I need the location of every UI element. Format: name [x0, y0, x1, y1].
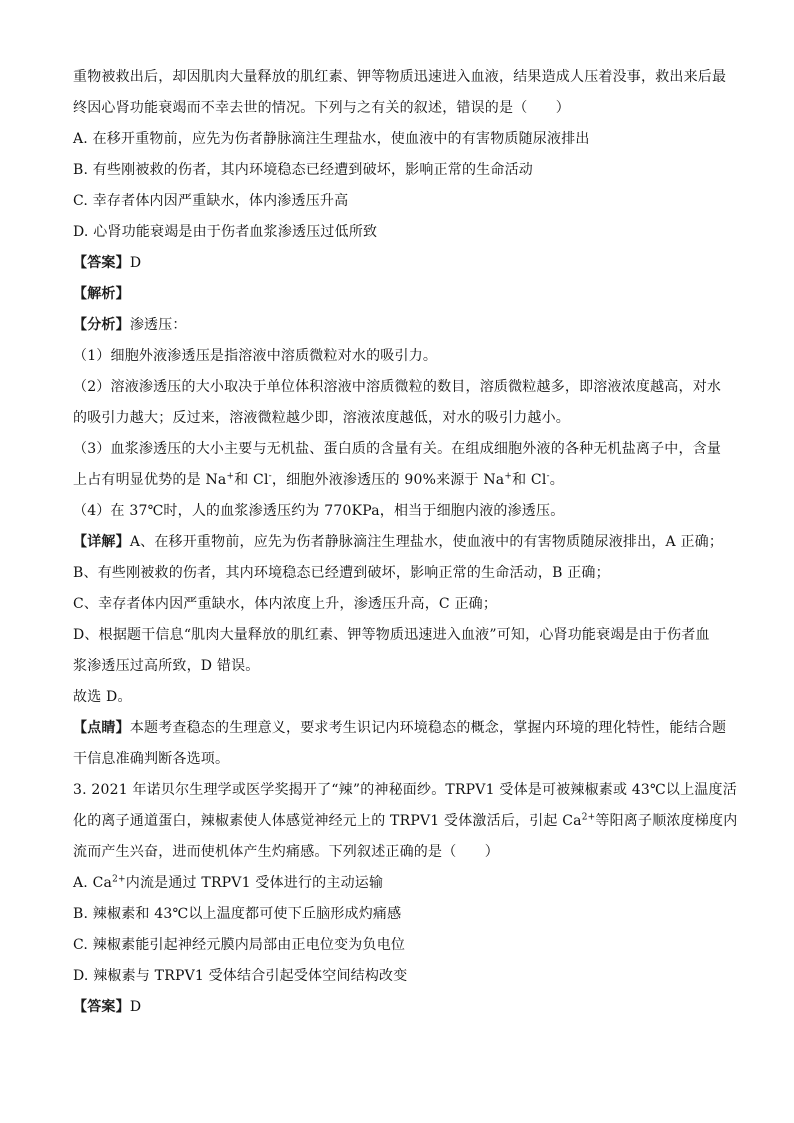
text-run: ，细胞外液渗透压的 90%来源于 Na [271, 472, 505, 488]
q3-option-d: D. 辣椒素与 TRPV1 受体结合引起受体空间结构改变 [73, 968, 408, 984]
answer-value: D [129, 999, 142, 1015]
q2-stem-line: 重物被救出后，却因肌肉大量释放的肌红素、钾等物质迅速进入血液，结果造成人压着没事，救出来后最 [73, 69, 727, 85]
text-run: 本题考查稳态的生理意义，要求考生识记内环境稳态的概念，掌握内环境的理化特性，能结合题 [129, 720, 727, 736]
analysis-tag: 【解析】 [73, 286, 130, 302]
q3-option-a [73, 868, 721, 899]
q2-option-a: A. 在移开重物前，应先为伤者静脉滴注生理盐水，使血液中的有害物质随尿液排出 [73, 131, 590, 147]
superscript: 2+ [112, 874, 126, 885]
q2-fenxi [73, 310, 721, 341]
xiangjie-d: D、根据题干信息“肌肉大量释放的肌红素、钾等物质迅速进入血液”可知，心肾功能衰竭是由于伤者血 [73, 627, 710, 643]
q3-stem-line: 3. 2021 年诺贝尔生理学或医学奖揭开了“辣”的神秘面纱。TRPV1 受体是可被辣椒素或 43℃以上温度活 [73, 782, 737, 798]
superscript: - [546, 471, 550, 482]
q2-option-b: B. 有些刚被救的伤者，其内环境稳态已经遭到破坏，影响正常的生命活动 [73, 162, 533, 178]
fenxi-point-2: （2）溶液渗透压的大小取决于单位体积溶液中溶质微粒的数目，溶质微粒越多，即溶液浓度越高，对水 [73, 379, 722, 395]
answer-tag: 【答案】 [73, 999, 130, 1015]
text-run: 和 Cl [512, 472, 547, 488]
fenxi-point-1: （1）细胞外液渗透压是指溶液中溶质微粒对水的吸引力。 [73, 348, 438, 364]
q2-stem-line: 终因心肾功能衰竭而不幸去世的情况。下列与之有关的叙述，错误的是（ ） [73, 100, 570, 116]
document-page [73, 62, 738, 1023]
fenxi-point-3: （3）血浆渗透压的大小主要与无机盐、蛋白质的含量有关。在组成细胞外液的各种无机盐离子中，含量 [73, 441, 722, 457]
answer-value: D [129, 255, 142, 271]
q2-option-c: C. 幸存者体内因严重缺水，体内渗透压升高 [73, 193, 349, 209]
text-run: 等阳离子顺浓度梯度内 [595, 813, 738, 829]
q2-analysis-heading [73, 279, 721, 310]
q2-option-d: D. 心肾功能衰竭是由于伤者血浆渗透压过低所致 [73, 224, 378, 240]
q3-answer [73, 992, 721, 1023]
text-run: 内流是通过 TRPV1 受体进行的主动运输 [125, 875, 384, 891]
q3-stem-line: 流而产生兴奋，进而使机体产生灼痛感。下列叙述正确的是（ ） [73, 844, 499, 860]
text-run: 上占有明显优势的是 Na [73, 472, 227, 488]
xiangjie-b: B、有些刚被救的伤者，其内环境稳态已经遭到破坏，影响正常的生命活动，B 正确； [73, 565, 610, 581]
fenxi-point-4: （4）在 37℃时，人的血浆渗透压约为 770KPa，相当于细胞内液的渗透压。 [73, 503, 565, 519]
fenxi-tag: 【分析】 [73, 317, 130, 333]
dianjing-tag: 【点睛】 [73, 720, 130, 736]
text-run: A、在移开重物前，应先为伤者静脉滴注生理盐水，使血液中的有害物质随尿液排出，A 正确； [129, 534, 724, 550]
xiangjie-tag: 【详解】 [73, 534, 130, 550]
xiangjie-c: C、幸存者体内因严重缺水，体内浓度上升，渗透压升高，C 正确； [73, 596, 498, 612]
fenxi-point-3-cont [73, 465, 721, 496]
superscript: + [226, 471, 235, 482]
answer-tag: 【答案】 [73, 255, 130, 271]
xiangjie-a [73, 527, 724, 558]
superscript: + [504, 471, 513, 482]
fenxi-point-2-cont: 的吸引力越大；反过来，溶液微粒越少即，溶液浓度越低，对水的吸引力越小。 [73, 410, 570, 426]
superscript: 2+ [581, 812, 596, 823]
q3-stem-line [73, 806, 738, 837]
q2-answer [73, 248, 721, 279]
q3-option-b: B. 辣椒素和 43℃以上温度都可使下丘脑形成灼痛感 [73, 906, 402, 922]
dianjing-cont: 干信息准确判断各选项。 [73, 751, 230, 767]
text-run: 化的离子通道蛋白，辣椒素使人体感觉神经元上的 TRPV1 受体激活后，引起 Ca [73, 813, 582, 829]
superscript: - [268, 471, 272, 482]
fenxi-title: 渗透压： [129, 317, 187, 333]
text-run: A. Ca [73, 875, 113, 891]
dianjing [73, 713, 727, 744]
xiangjie-d-cont: 浆渗透压过高所致，D 错误。 [73, 658, 260, 674]
choose-line: 故选 D。 [73, 689, 132, 705]
text-run: 和 Cl [234, 472, 269, 488]
q3-option-c: C. 辣椒素能引起神经元膜内局部由正电位变为负电位 [73, 937, 406, 953]
text-run: 。 [549, 472, 564, 488]
